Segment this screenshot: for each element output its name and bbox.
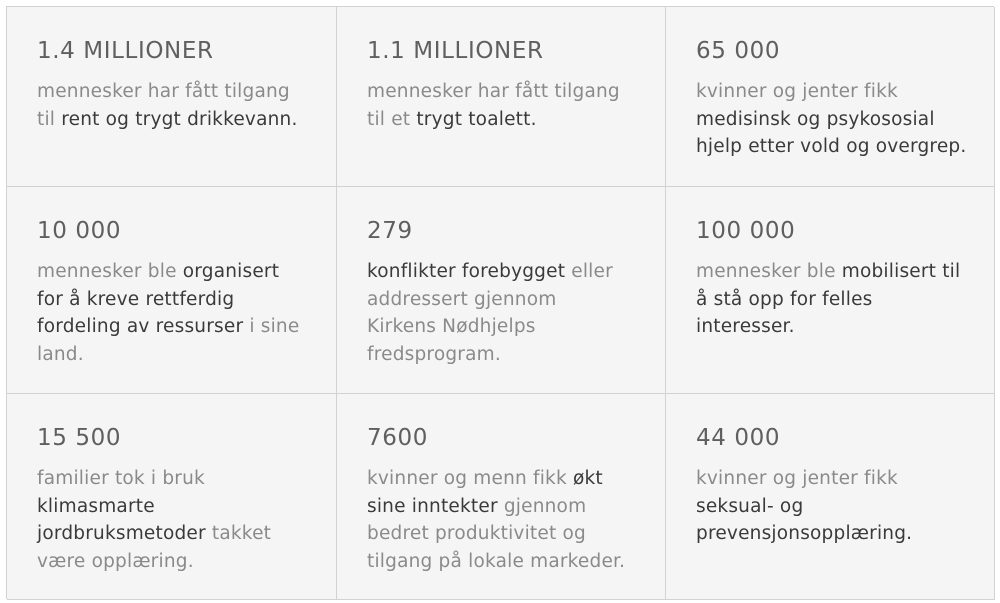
stat-cell [666,187,995,394]
highlight-text: fordeling av ressurser [37,316,244,337]
stat-number: 65 000 [696,38,781,64]
description-text: mennesker ble [696,261,842,282]
description-text: Kirkens Nødhjelps [367,316,536,337]
description-text: til [37,108,62,130]
stats-grid [6,6,994,599]
stat-description [37,258,316,368]
highlight-text: prevensjonsopplæring. [696,523,913,544]
highlight-text: for å kreve rettferdig [37,288,235,310]
highlight-text: sine inntekter [367,495,498,517]
highlight-text: jordbruksmetoder [37,523,206,544]
stat-number: 1.1 MILLIONER [367,38,544,64]
stat-number: 15 500 [37,425,122,451]
stat-number: 1.4 MILLIONER [37,38,214,64]
description-text: mennesker har fått tilgang [37,81,290,102]
stat-cell [337,7,666,187]
stat-cell [7,187,337,394]
stat-number: 10 000 [37,218,122,244]
highlight-text: rent og trygt drikkevann. [61,108,298,130]
highlight-text: organisert [182,261,280,282]
highlight-text: konflikter forebygget [367,261,566,282]
stat-cell [7,7,337,187]
description-text: gjennom [497,495,587,517]
description-text: kvinner og menn fikk [367,468,573,489]
description-text: land. [37,343,84,365]
stat-number: 7600 [367,425,428,451]
description-text: mennesker ble [37,261,183,282]
description-text: tilgang på lokale markeder. [367,550,626,572]
stat-cell [337,187,666,394]
description-text: kvinner og jenter fikk [696,468,898,489]
description-text: eller [565,261,613,282]
stat-number: 279 [367,218,413,244]
description-text: i sine [243,316,300,337]
stat-number: 100 000 [696,218,796,244]
stat-cell [666,7,995,187]
description-text: kvinner og jenter fikk [696,81,898,102]
description-text: takket [205,523,272,544]
highlight-text: å stå opp for felles [696,288,873,310]
highlight-text: interesser. [696,316,795,337]
highlight-text: klimasmarte [37,495,155,517]
description-text: bedret produktivitet og [367,523,586,544]
description-text: mennesker har fått tilgang [367,81,620,102]
highlight-text: trygt toalett. [416,108,537,130]
highlight-text: hjelp etter vold og overgrep. [696,136,967,157]
highlight-text: medisinsk og psykososial [696,108,935,130]
description-text: addressert gjennom [367,288,557,310]
stat-description [37,78,316,133]
stat-cell [337,394,666,600]
stat-description [37,465,316,575]
highlight-text: økt [572,468,603,489]
description-text: familier tok i bruk [37,468,205,489]
stat-description [696,78,974,161]
stat-description [367,78,645,133]
highlight-text: seksual- og [696,495,804,517]
stat-cell [7,394,337,600]
description-text: fredsprogram. [367,343,501,365]
stat-description [696,258,974,341]
stat-number: 44 000 [696,425,781,451]
stat-description [367,258,645,368]
stat-description [367,465,645,575]
description-text: være opplæring. [37,550,194,572]
stat-description [696,465,974,548]
description-text: til et [367,108,417,130]
stat-cell [666,394,995,600]
highlight-text: mobilisert til [841,261,961,282]
